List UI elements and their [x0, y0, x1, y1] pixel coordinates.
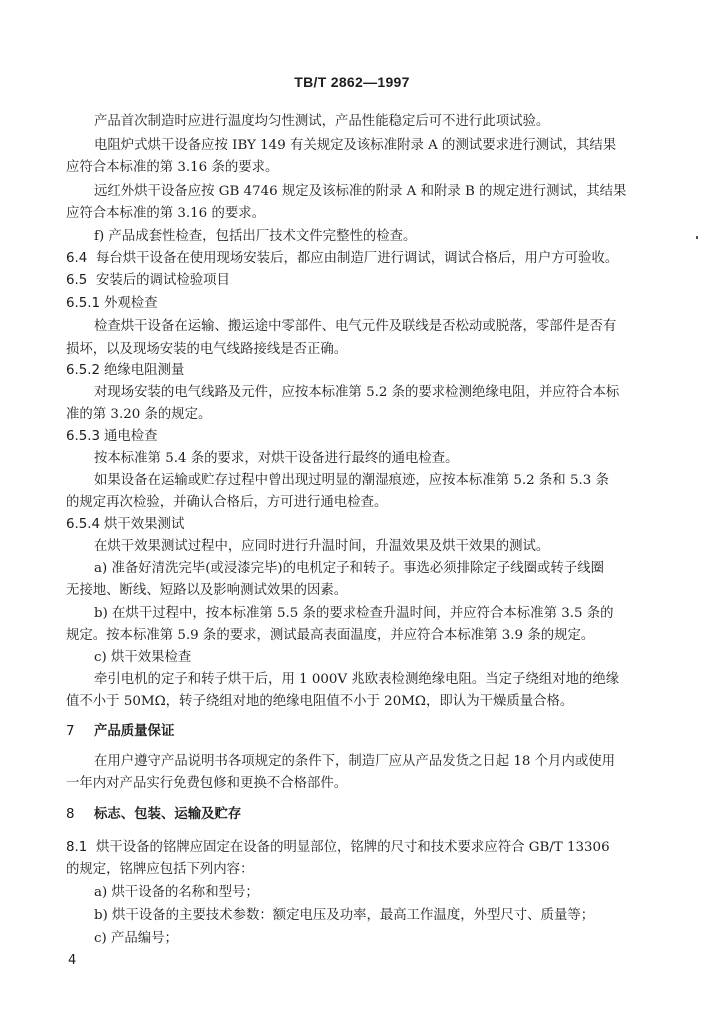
- clause-line: [66, 427, 704, 447]
- paragraph-line: 的规定再次检验，并确认合格后，方可进行通电检查。: [66, 495, 388, 510]
- clause-line: [66, 271, 704, 291]
- paragraph-line: 在用户遵守产品说明书各项规定的条件下，制造厂应从产品发货之日起 18 个月内或使用: [94, 754, 616, 769]
- clause-line: [66, 249, 704, 269]
- paragraph-line: c) 烘干效果检查: [94, 650, 192, 665]
- standard-header: TB/T 2862—1997: [294, 74, 410, 90]
- section-number: 8: [66, 807, 75, 822]
- clause-number: 8.1: [66, 840, 88, 855]
- scan-mark: [696, 236, 698, 239]
- section-heading: [66, 805, 704, 825]
- clause-line: [66, 515, 704, 535]
- paragraph-line: 一年内对产品实行免费包修和更换不合格部件。: [66, 776, 348, 791]
- section-title: 产品质量保证: [94, 724, 175, 739]
- paragraph-line: 损坏，以及现场安装的电气线路接线是否正确。: [66, 342, 348, 357]
- paragraph-line: 牵引电机的定子和转子烘干后，用 1 000V 兆欧表检测绝缘电阻。当定子绕组对地的绝缘: [94, 672, 620, 687]
- paragraph-line: f) 产品成套性检查，包括出厂技术文件完整性的检查。: [94, 229, 417, 244]
- clause-text: 外观检查: [104, 296, 158, 311]
- paragraph-line: a) 准备好清洗完毕(或浸漆完毕)的电机定子和转子。事选必须排除定子线圈或转子线圈: [94, 561, 604, 576]
- clause-text: 安装后的调试检验项目: [96, 273, 230, 288]
- section-heading: [66, 722, 704, 742]
- paragraph-line: a) 烘干设备的名称和型号；: [94, 885, 259, 900]
- clause-number: 6.5.1: [66, 296, 101, 311]
- paragraph-line: 对现场安装的电气线路及元件，应按本标准第 5.2 条的要求检测绝缘电阻，并应符合本标: [94, 385, 620, 400]
- paragraph-line: 在烘干效果测试过程中，应同时进行升温时间，升温效果及烘干效果的测试。: [94, 539, 550, 554]
- paragraph-line: 应符合本标准的第 3.16 条的要求。: [66, 160, 279, 175]
- clause-number: 6.5.2: [66, 363, 101, 378]
- paragraph-line: 检查烘干设备在运输、搬运途中零部件、电气元件及联线是否松动或脱落，零部件是否有: [94, 319, 617, 334]
- paragraph-line: 应符合本标准的第 3.16 的要求。: [66, 206, 266, 221]
- section-number: 7: [66, 724, 75, 739]
- clause-number: 6.5.3: [66, 429, 101, 444]
- clause-text: 烘干效果测试: [104, 517, 185, 532]
- paragraph-line: 产品首次制造时应进行温度均匀性测试，产品性能稳定后可不进行此项试验。: [94, 114, 550, 129]
- paragraph-line: 电阻炉式烘干设备应按 IBY 149 有关规定及该标准附录 A 的测试要求进行测试，其结果: [94, 138, 617, 153]
- clause-line: [66, 838, 704, 858]
- paragraph-line: 规定。按本标准第 5.9 条的要求，测试最高表面温度，并应符合本标准第 3.9 条的规定。: [66, 628, 595, 643]
- clause-text: 绝缘电阻测量: [104, 363, 185, 378]
- paragraph-line: c) 产品编号；: [94, 931, 178, 946]
- clause-text: 每台烘干设备在使用现场安装后，都应由制造厂进行调试，调试合格后，用户方可验收。: [96, 251, 619, 266]
- paragraph-line: 无接地、断线、短路以及影响测试效果的因素。: [66, 583, 348, 598]
- clause-number: 6.5: [66, 273, 88, 288]
- paragraph-line: 值不小于 50MΩ，转子绕组对地的绝缘电阻值不小于 20MΩ，即认为干燥质量合格。: [66, 694, 574, 709]
- page-number: 4: [68, 953, 77, 968]
- clause-text: 烘干设备的铭牌应固定在设备的明显部位，铭牌的尺寸和技术要求应符合 GB/T 13306: [96, 840, 610, 855]
- clause-line: [66, 361, 704, 381]
- paragraph-line: 准的第 3.20 条的规定。: [66, 407, 212, 422]
- clause-text: 通电检查: [104, 429, 158, 444]
- paragraph-line: 的规定，铭牌应包括下列内容：: [66, 862, 254, 877]
- section-title: 标志、包装、运输及贮存: [94, 807, 242, 822]
- clause-number: 6.4: [66, 251, 88, 266]
- paragraph-line: 如果设备在运输或贮存过程中曾出现过明显的潮湿痕迹，应按本标准第 5.2 条和 5.3 条: [94, 473, 609, 488]
- clause-line: [66, 294, 704, 314]
- paragraph-line: 按本标准第 5.4 条的要求，对烘干设备进行最终的通电检查。: [94, 451, 459, 466]
- paragraph-line: b) 烘干设备的主要技术参数：额定电压及功率，最高工作温度，外型尺寸、质量等；: [94, 908, 595, 923]
- paragraph-line: 远红外烘干设备应按 GB 4746 规定及该标准的附录 A 和附录 B 的规定进行测试，其结果: [94, 184, 627, 199]
- clause-number: 6.5.4: [66, 517, 101, 532]
- paragraph-line: b) 在烘干过程中，按本标准第 5.5 条的要求检查升温时间，并应符合本标准第 3.5 条的: [94, 606, 614, 621]
